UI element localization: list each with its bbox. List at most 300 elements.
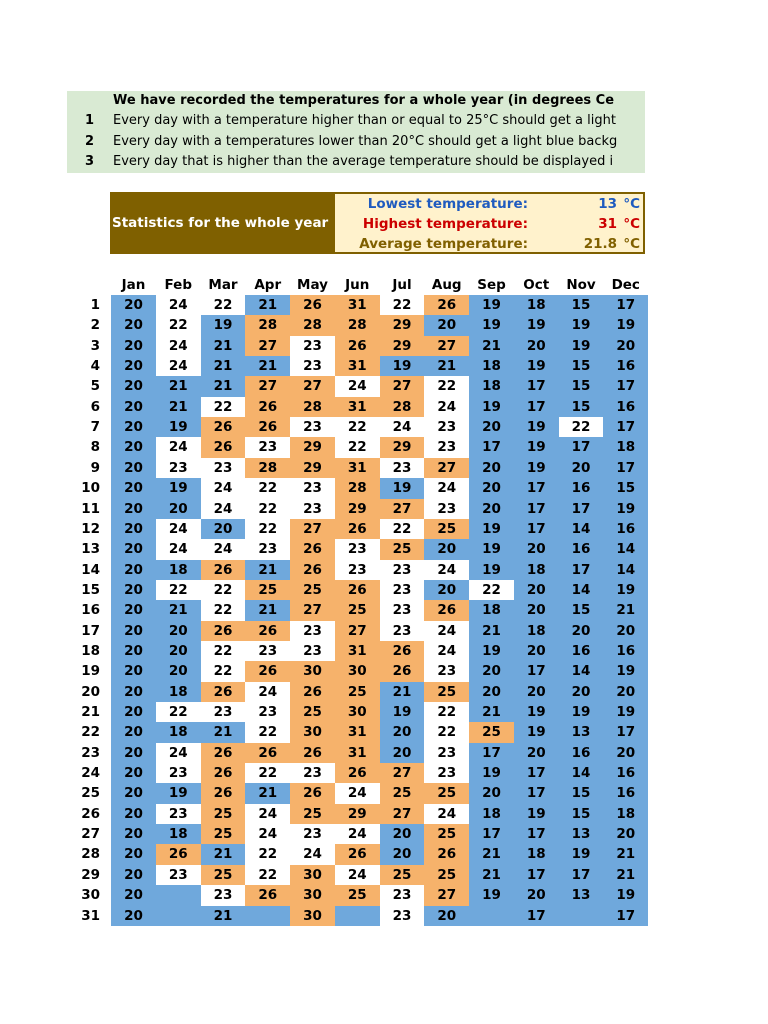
temperature-cell[interactable]: 30	[290, 885, 335, 906]
temperature-cell[interactable]: 20	[111, 885, 156, 906]
temperature-cell[interactable]: 26	[201, 437, 246, 458]
temperature-cell[interactable]: 23	[156, 763, 201, 784]
temperature-cell[interactable]: 18	[469, 356, 514, 377]
temperature-cell[interactable]: 23	[290, 824, 335, 845]
temperature-cell[interactable]: 21	[469, 865, 514, 886]
temperature-cell[interactable]: 20	[111, 621, 156, 642]
temperature-cell[interactable]: 19	[603, 885, 648, 906]
temperature-cell[interactable]: 17	[469, 743, 514, 764]
temperature-cell[interactable]: 22	[201, 661, 246, 682]
temperature-cell[interactable]: 23	[380, 580, 425, 601]
temperature-cell[interactable]: 22	[424, 722, 469, 743]
temperature-cell[interactable]: 26	[245, 885, 290, 906]
temperature-cell[interactable]: 30	[290, 722, 335, 743]
temperature-cell[interactable]: 17	[514, 478, 559, 499]
temperature-cell[interactable]: 25	[424, 824, 469, 845]
temperature-cell[interactable]: 23	[424, 417, 469, 438]
temperature-cell[interactable]: 15	[559, 356, 604, 377]
temperature-cell[interactable]: 17	[559, 437, 604, 458]
temperature-cell[interactable]: 21	[245, 783, 290, 804]
temperature-cell[interactable]: 29	[290, 458, 335, 479]
temperature-cell[interactable]: 25	[424, 519, 469, 540]
temperature-cell[interactable]: 25	[424, 682, 469, 703]
temperature-cell[interactable]: 19	[469, 560, 514, 581]
temperature-cell[interactable]: 23	[156, 865, 201, 886]
temperature-cell[interactable]: 27	[380, 376, 425, 397]
temperature-cell[interactable]: 22	[380, 519, 425, 540]
temperature-cell[interactable]: 25	[380, 539, 425, 560]
temperature-cell[interactable]: 19	[469, 519, 514, 540]
temperature-cell[interactable]: 20	[380, 844, 425, 865]
temperature-cell[interactable]: 19	[201, 315, 246, 336]
temperature-cell[interactable]: 17	[603, 906, 648, 927]
temperature-cell[interactable]: 17	[603, 417, 648, 438]
temperature-cell[interactable]: 21	[201, 722, 246, 743]
temperature-cell[interactable]: 24	[424, 560, 469, 581]
temperature-cell[interactable]: 13	[559, 824, 604, 845]
temperature-cell[interactable]: 23	[290, 621, 335, 642]
temperature-cell[interactable]: 25	[469, 722, 514, 743]
temperature-cell[interactable]: 30	[290, 906, 335, 927]
temperature-cell[interactable]: 24	[424, 478, 469, 499]
temperature-cell[interactable]: 26	[335, 336, 380, 357]
temperature-cell[interactable]: 23	[424, 763, 469, 784]
temperature-cell[interactable]: 23	[290, 641, 335, 662]
temperature-cell[interactable]: 19	[469, 539, 514, 560]
temperature-cell[interactable]: 23	[424, 437, 469, 458]
temperature-cell[interactable]: 19	[603, 499, 648, 520]
temperature-cell[interactable]: 19	[559, 336, 604, 357]
temperature-cell[interactable]: 24	[156, 437, 201, 458]
temperature-cell[interactable]: 20	[469, 499, 514, 520]
temperature-cell[interactable]: 22	[380, 295, 425, 316]
temperature-cell[interactable]: 20	[111, 560, 156, 581]
temperature-cell[interactable]: 26	[335, 763, 380, 784]
temperature-cell[interactable]: 28	[245, 315, 290, 336]
temperature-cell[interactable]: 26	[245, 417, 290, 438]
temperature-cell[interactable]: 30	[335, 661, 380, 682]
temperature-cell[interactable]	[559, 906, 604, 927]
temperature-cell[interactable]: 28	[335, 315, 380, 336]
temperature-cell[interactable]: 23	[380, 560, 425, 581]
temperature-cell[interactable]: 17	[514, 376, 559, 397]
temperature-cell[interactable]: 18	[156, 824, 201, 845]
temperature-cell[interactable]: 23	[290, 356, 335, 377]
temperature-cell[interactable]: 20	[469, 661, 514, 682]
temperature-cell[interactable]: 25	[424, 783, 469, 804]
temperature-cell[interactable]: 22	[245, 844, 290, 865]
temperature-cell[interactable]: 24	[335, 865, 380, 886]
temperature-cell[interactable]: 20	[111, 519, 156, 540]
temperature-cell[interactable]: 22	[201, 295, 246, 316]
temperature-cell[interactable]: 17	[603, 722, 648, 743]
temperature-cell[interactable]: 23	[290, 417, 335, 438]
temperature-cell[interactable]: 17	[603, 295, 648, 316]
temperature-cell[interactable]: 26	[201, 682, 246, 703]
temperature-cell[interactable]: 27	[424, 458, 469, 479]
temperature-cell[interactable]: 20	[514, 682, 559, 703]
temperature-cell[interactable]: 15	[559, 600, 604, 621]
temperature-cell[interactable]: 20	[111, 783, 156, 804]
temperature-cell[interactable]: 19	[514, 315, 559, 336]
temperature-cell[interactable]: 14	[559, 580, 604, 601]
temperature-cell[interactable]: 24	[335, 376, 380, 397]
temperature-cell[interactable]: 17	[514, 865, 559, 886]
temperature-cell[interactable]: 20	[111, 580, 156, 601]
temperature-cell[interactable]: 20	[603, 743, 648, 764]
temperature-cell[interactable]: 20	[514, 600, 559, 621]
temperature-cell[interactable]: 20	[111, 824, 156, 845]
temperature-cell[interactable]: 16	[559, 478, 604, 499]
temperature-cell[interactable]: 20	[111, 804, 156, 825]
temperature-cell[interactable]: 16	[603, 397, 648, 418]
temperature-cell[interactable]: 20	[111, 417, 156, 438]
temperature-cell[interactable]: 19	[559, 315, 604, 336]
temperature-cell[interactable]: 20	[111, 763, 156, 784]
temperature-cell[interactable]: 20	[514, 641, 559, 662]
temperature-cell[interactable]: 27	[335, 621, 380, 642]
temperature-cell[interactable]: 29	[335, 499, 380, 520]
temperature-cell[interactable]: 19	[514, 702, 559, 723]
temperature-cell[interactable]: 25	[290, 580, 335, 601]
temperature-cell[interactable]: 26	[201, 560, 246, 581]
temperature-cell[interactable]: 18	[514, 844, 559, 865]
temperature-cell[interactable]: 19	[469, 397, 514, 418]
temperature-cell[interactable]: 27	[424, 885, 469, 906]
temperature-cell[interactable]: 28	[245, 458, 290, 479]
temperature-cell[interactable]: 21	[603, 844, 648, 865]
temperature-cell[interactable]	[335, 906, 380, 927]
temperature-cell[interactable]: 23	[290, 763, 335, 784]
temperature-cell[interactable]: 18	[603, 804, 648, 825]
temperature-cell[interactable]: 17	[514, 499, 559, 520]
temperature-cell[interactable]: 18	[603, 437, 648, 458]
temperature-cell[interactable]: 22	[559, 417, 604, 438]
temperature-cell[interactable]: 22	[245, 478, 290, 499]
temperature-cell[interactable]: 20	[603, 621, 648, 642]
temperature-cell[interactable]: 20	[111, 458, 156, 479]
temperature-cell[interactable]: 20	[514, 336, 559, 357]
temperature-cell[interactable]: 26	[290, 682, 335, 703]
temperature-cell[interactable]: 27	[245, 336, 290, 357]
temperature-cell[interactable]: 31	[335, 397, 380, 418]
temperature-cell[interactable]: 17	[559, 865, 604, 886]
temperature-cell[interactable]: 26	[424, 600, 469, 621]
temperature-cell[interactable]: 22	[156, 315, 201, 336]
temperature-cell[interactable]: 19	[603, 580, 648, 601]
temperature-cell[interactable]: 17	[603, 376, 648, 397]
temperature-cell[interactable]: 23	[380, 458, 425, 479]
temperature-cell[interactable]: 27	[380, 499, 425, 520]
temperature-cell[interactable]: 26	[245, 743, 290, 764]
temperature-cell[interactable]: 21	[469, 336, 514, 357]
temperature-cell[interactable]: 16	[603, 519, 648, 540]
temperature-cell[interactable]	[156, 885, 201, 906]
temperature-cell[interactable]: 23	[335, 539, 380, 560]
temperature-cell[interactable]: 23	[245, 641, 290, 662]
temperature-cell[interactable]: 28	[335, 478, 380, 499]
temperature-cell[interactable]: 25	[380, 783, 425, 804]
temperature-cell[interactable]: 22	[245, 722, 290, 743]
temperature-cell[interactable]: 23	[380, 906, 425, 927]
temperature-cell[interactable]: 27	[424, 336, 469, 357]
temperature-cell[interactable]: 26	[335, 844, 380, 865]
temperature-cell[interactable]: 20	[111, 295, 156, 316]
temperature-cell[interactable]: 26	[335, 580, 380, 601]
temperature-cell[interactable]: 19	[469, 295, 514, 316]
temperature-cell[interactable]: 17	[514, 783, 559, 804]
temperature-cell[interactable]: 22	[245, 499, 290, 520]
temperature-cell[interactable]: 20	[111, 743, 156, 764]
temperature-cell[interactable]: 31	[335, 722, 380, 743]
temperature-cell[interactable]: 26	[201, 417, 246, 438]
temperature-cell[interactable]: 20	[111, 539, 156, 560]
temperature-cell[interactable]: 27	[290, 519, 335, 540]
temperature-cell[interactable]: 14	[559, 763, 604, 784]
temperature-cell[interactable]: 29	[290, 437, 335, 458]
temperature-cell[interactable]: 21	[245, 600, 290, 621]
temperature-cell[interactable]: 20	[111, 397, 156, 418]
temperature-cell[interactable]: 17	[559, 499, 604, 520]
temperature-cell[interactable]: 25	[290, 804, 335, 825]
temperature-cell[interactable]: 20	[424, 315, 469, 336]
temperature-cell[interactable]: 19	[514, 417, 559, 438]
temperature-cell[interactable]: 21	[201, 356, 246, 377]
temperature-cell[interactable]: 28	[380, 397, 425, 418]
temperature-cell[interactable]: 20	[424, 539, 469, 560]
temperature-cell[interactable]: 26	[245, 397, 290, 418]
temperature-cell[interactable]: 20	[156, 621, 201, 642]
temperature-cell[interactable]: 22	[201, 580, 246, 601]
temperature-cell[interactable]: 19	[156, 783, 201, 804]
temperature-cell[interactable]: 24	[424, 804, 469, 825]
temperature-cell[interactable]: 20	[111, 437, 156, 458]
temperature-cell[interactable]: 24	[201, 478, 246, 499]
temperature-cell[interactable]: 19	[559, 844, 604, 865]
temperature-cell[interactable]: 23	[290, 499, 335, 520]
temperature-cell[interactable]: 20	[380, 743, 425, 764]
temperature-cell[interactable]: 20	[469, 682, 514, 703]
temperature-cell[interactable]: 26	[335, 519, 380, 540]
temperature-cell[interactable]: 20	[559, 621, 604, 642]
temperature-cell[interactable]: 20	[111, 661, 156, 682]
temperature-cell[interactable]: 20	[156, 499, 201, 520]
temperature-cell[interactable]: 14	[603, 560, 648, 581]
temperature-cell[interactable]: 23	[245, 437, 290, 458]
temperature-cell[interactable]: 20	[559, 458, 604, 479]
temperature-cell[interactable]: 13	[559, 722, 604, 743]
temperature-cell[interactable]: 31	[335, 743, 380, 764]
temperature-cell[interactable]: 20	[111, 499, 156, 520]
temperature-cell[interactable]: 24	[156, 539, 201, 560]
temperature-cell[interactable]: 30	[290, 661, 335, 682]
temperature-cell[interactable]: 15	[559, 783, 604, 804]
temperature-cell[interactable]: 23	[424, 499, 469, 520]
temperature-cell[interactable]: 25	[335, 682, 380, 703]
temperature-cell[interactable]: 26	[245, 621, 290, 642]
temperature-cell[interactable]: 21	[469, 621, 514, 642]
temperature-cell[interactable]: 20	[111, 682, 156, 703]
temperature-cell[interactable]	[469, 906, 514, 927]
temperature-cell[interactable]: 26	[201, 743, 246, 764]
temperature-cell[interactable]: 24	[290, 844, 335, 865]
temperature-cell[interactable]: 17	[603, 458, 648, 479]
temperature-cell[interactable]: 19	[559, 702, 604, 723]
temperature-cell[interactable]: 19	[469, 641, 514, 662]
temperature-cell[interactable]: 23	[156, 804, 201, 825]
temperature-cell[interactable]: 26	[290, 560, 335, 581]
temperature-cell[interactable]: 22	[156, 702, 201, 723]
temperature-cell[interactable]: 13	[559, 885, 604, 906]
temperature-cell[interactable]: 20	[201, 519, 246, 540]
temperature-cell[interactable]: 26	[201, 763, 246, 784]
temperature-cell[interactable]: 19	[514, 804, 559, 825]
temperature-cell[interactable]: 21	[469, 702, 514, 723]
temperature-cell[interactable]: 31	[335, 641, 380, 662]
temperature-cell[interactable]: 19	[156, 478, 201, 499]
temperature-cell[interactable]: 25	[245, 580, 290, 601]
temperature-cell[interactable]: 20	[111, 865, 156, 886]
temperature-cell[interactable]: 22	[424, 702, 469, 723]
temperature-cell[interactable]: 20	[111, 641, 156, 662]
temperature-cell[interactable]: 21	[201, 844, 246, 865]
temperature-cell[interactable]: 20	[111, 478, 156, 499]
temperature-cell[interactable]: 24	[335, 824, 380, 845]
temperature-cell[interactable]: 20	[111, 906, 156, 927]
temperature-cell[interactable]: 17	[514, 397, 559, 418]
temperature-cell[interactable]: 19	[156, 417, 201, 438]
temperature-cell[interactable]: 20	[514, 885, 559, 906]
temperature-cell[interactable]: 18	[514, 621, 559, 642]
temperature-cell[interactable]: 21	[603, 600, 648, 621]
temperature-cell[interactable]: 20	[111, 336, 156, 357]
temperature-cell[interactable]: 19	[603, 702, 648, 723]
temperature-cell[interactable]: 19	[514, 458, 559, 479]
temperature-cell[interactable]: 31	[335, 295, 380, 316]
temperature-cell[interactable]: 15	[603, 478, 648, 499]
temperature-cell[interactable]: 21	[201, 336, 246, 357]
temperature-cell[interactable]: 23	[201, 458, 246, 479]
temperature-cell[interactable]: 22	[201, 600, 246, 621]
temperature-cell[interactable]: 21	[603, 865, 648, 886]
temperature-cell[interactable]: 19	[603, 661, 648, 682]
temperature-cell[interactable]: 22	[335, 417, 380, 438]
temperature-cell[interactable]: 26	[290, 539, 335, 560]
temperature-cell[interactable]: 24	[156, 336, 201, 357]
temperature-cell[interactable]: 24	[424, 397, 469, 418]
temperature-cell[interactable]: 23	[424, 661, 469, 682]
temperature-cell[interactable]: 14	[559, 661, 604, 682]
temperature-cell[interactable]: 16	[559, 641, 604, 662]
temperature-cell[interactable]: 21	[424, 356, 469, 377]
temperature-cell[interactable]: 30	[335, 702, 380, 723]
temperature-cell[interactable]: 30	[290, 865, 335, 886]
temperature-cell[interactable]: 14	[559, 519, 604, 540]
temperature-cell[interactable]	[245, 906, 290, 927]
temperature-cell[interactable]: 19	[469, 885, 514, 906]
temperature-cell[interactable]: 27	[380, 763, 425, 784]
temperature-cell[interactable]: 24	[201, 539, 246, 560]
temperature-cell[interactable]: 23	[424, 743, 469, 764]
temperature-cell[interactable]: 24	[424, 641, 469, 662]
temperature-cell[interactable]: 21	[156, 600, 201, 621]
temperature-cell[interactable]: 25	[380, 865, 425, 886]
temperature-cell[interactable]: 28	[290, 315, 335, 336]
temperature-cell[interactable]: 20	[603, 824, 648, 845]
temperature-cell[interactable]: 18	[514, 295, 559, 316]
temperature-cell[interactable]: 20	[424, 906, 469, 927]
temperature-cell[interactable]: 21	[156, 397, 201, 418]
temperature-cell[interactable]: 17	[514, 906, 559, 927]
temperature-cell[interactable]: 22	[245, 763, 290, 784]
temperature-cell[interactable]: 20	[424, 580, 469, 601]
temperature-cell[interactable]: 22	[201, 397, 246, 418]
temperature-cell[interactable]: 23	[335, 560, 380, 581]
temperature-cell[interactable]: 26	[201, 621, 246, 642]
temperature-cell[interactable]: 27	[245, 376, 290, 397]
temperature-cell[interactable]: 22	[335, 437, 380, 458]
temperature-cell[interactable]: 25	[424, 865, 469, 886]
temperature-cell[interactable]: 18	[156, 560, 201, 581]
temperature-cell[interactable]: 17	[514, 763, 559, 784]
temperature-cell[interactable]: 17	[469, 824, 514, 845]
temperature-cell[interactable]: 29	[380, 315, 425, 336]
temperature-cell[interactable]: 25	[335, 885, 380, 906]
temperature-cell[interactable]: 26	[380, 661, 425, 682]
temperature-cell[interactable]: 24	[156, 356, 201, 377]
temperature-cell[interactable]: 23	[156, 458, 201, 479]
temperature-cell[interactable]: 24	[245, 804, 290, 825]
temperature-cell[interactable]: 16	[603, 641, 648, 662]
temperature-cell[interactable]: 31	[335, 356, 380, 377]
temperature-cell[interactable]: 18	[156, 682, 201, 703]
temperature-cell[interactable]: 24	[156, 743, 201, 764]
temperature-cell[interactable]: 25	[201, 804, 246, 825]
temperature-cell[interactable]: 20	[156, 661, 201, 682]
temperature-cell[interactable]: 19	[380, 702, 425, 723]
temperature-cell[interactable]: 24	[380, 417, 425, 438]
temperature-cell[interactable]: 21	[469, 844, 514, 865]
temperature-cell[interactable]: 17	[514, 661, 559, 682]
temperature-cell[interactable]: 26	[290, 295, 335, 316]
temperature-cell[interactable]: 20	[559, 682, 604, 703]
temperature-cell[interactable]: 20	[156, 641, 201, 662]
temperature-cell[interactable]: 17	[469, 437, 514, 458]
temperature-cell[interactable]: 16	[603, 356, 648, 377]
temperature-cell[interactable]: 23	[201, 702, 246, 723]
temperature-cell[interactable]: 19	[603, 315, 648, 336]
temperature-cell[interactable]: 20	[469, 458, 514, 479]
temperature-cell[interactable]: 15	[559, 804, 604, 825]
temperature-cell[interactable]: 17	[514, 519, 559, 540]
temperature-cell[interactable]: 24	[156, 519, 201, 540]
temperature-cell[interactable]: 22	[469, 580, 514, 601]
temperature-cell[interactable]: 27	[290, 376, 335, 397]
temperature-cell[interactable]: 15	[559, 376, 604, 397]
temperature-cell[interactable]: 20	[111, 600, 156, 621]
temperature-cell[interactable]: 18	[514, 560, 559, 581]
temperature-cell[interactable]: 21	[156, 376, 201, 397]
temperature-cell[interactable]: 15	[559, 397, 604, 418]
temperature-cell[interactable]: 26	[290, 783, 335, 804]
temperature-cell[interactable]: 24	[245, 682, 290, 703]
temperature-cell[interactable]: 17	[559, 560, 604, 581]
temperature-cell[interactable]: 23	[380, 885, 425, 906]
temperature-cell[interactable]: 27	[290, 600, 335, 621]
temperature-cell[interactable]: 25	[201, 865, 246, 886]
temperature-cell[interactable]: 26	[380, 641, 425, 662]
temperature-cell[interactable]: 23	[380, 600, 425, 621]
